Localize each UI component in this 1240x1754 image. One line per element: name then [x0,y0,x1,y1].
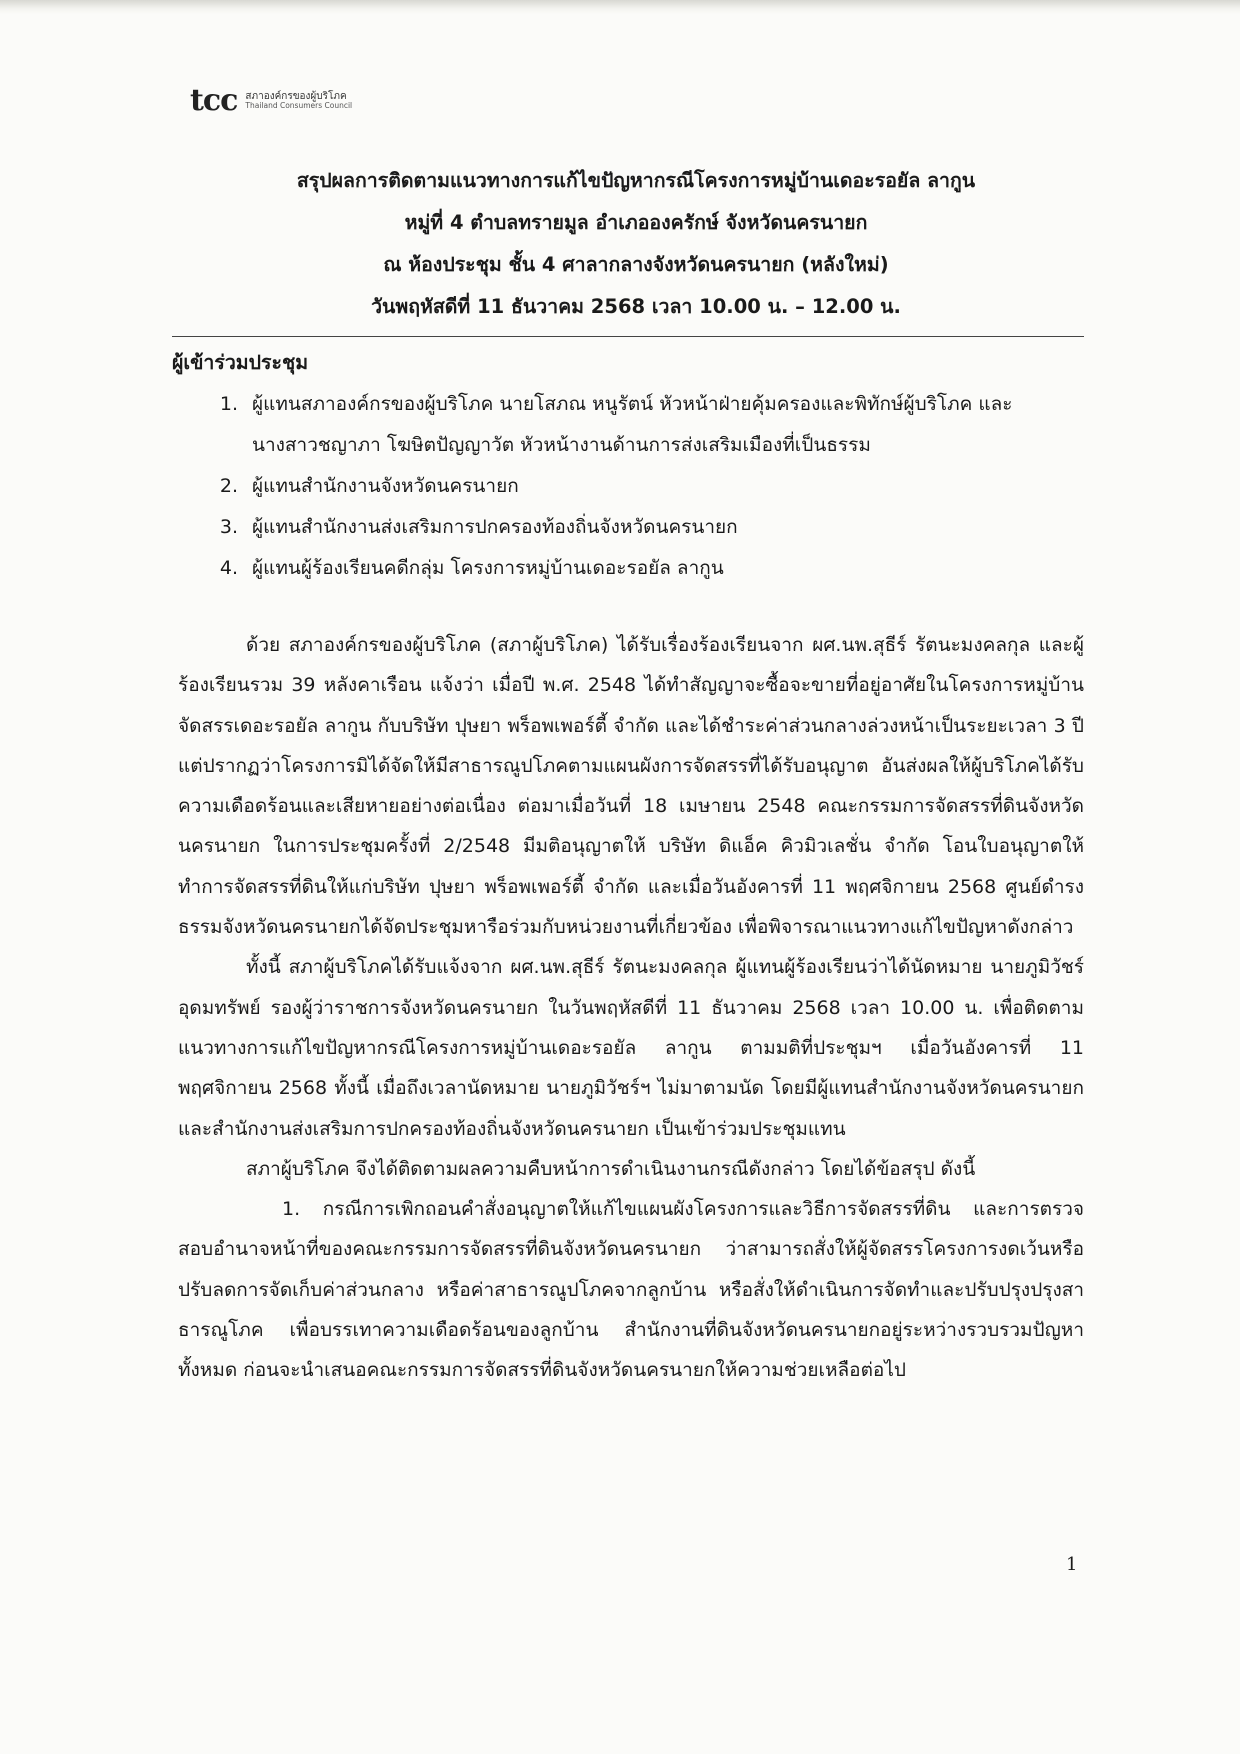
attendee-item [172,507,1084,548]
attendee-number: 3. [219,516,238,538]
logo-mark: tcc [190,83,238,118]
header-divider [172,336,1084,337]
attendee-number: 4. [219,557,238,579]
header-venue: ณ ห้องประชุม ชั้น 4 ศาลากลางจังหวัดนครนายก (หลังใหม่) [383,253,889,276]
attendee-text [252,384,1084,466]
attendees-list [172,384,1084,589]
attendee-number: 1. [219,393,238,415]
attendee-text-line1: ผู้แทนสภาองค์กรของผู้บริโภค นายโสภณ หนูรัตน์ หัวหน้าฝ่ายคุ้มครองและพิทักษ์ผู้บริโภค และ [252,393,1013,415]
attendee-number: 2. [219,475,238,497]
paragraph-summary-intro: สภาผู้บริโภค จึงได้ติดตามผลความคืบหน้าการดำเนินงานกรณีดังกล่าว โดยได้ข้อสรุป ดังนี้ [246,1157,976,1180]
header-title: สรุปผลการติดตามแนวทางการแก้ไขปัญหากรณีโครงการหมู่บ้านเดอะรอยัล ลากูน [296,169,976,192]
body-text [178,625,1084,1391]
attendees-title: ผู้เข้าร่วมประชุม [172,351,309,374]
header-location: หมู่ที่ 4 ตำบลทรายมูล อำเภอองครักษ์ จังหวัดนครนายก [404,211,868,234]
logo-name-th: สภาองค์กรของผู้บริโภค [245,90,347,102]
page-number: 1 [1066,1554,1078,1575]
paragraph-followup: ทั้งนี้ สภาผู้บริโภคได้รับแจ้งจาก ผศ.นพ.สุธีร์ รัตนะมงคลกุล ผู้แทนผู้ร้องเรียนว่าได้นัดหมาย นายภูมิวัชร์ อุดมทรัพย์ รองผู้ว่าราชการจังหวัดนครนายก ในวันพฤหัสดีที่ 11 ธันวาคม 2568 เวลา 10.00 น. เพื่อติดตามแนวทางการแก้ไขปัญหากรณีโครงการหมู่บ้านเดอะรอยัล ลากูน ตามมติที่ประชุมฯ เมื่อวันอังคารที่ 11 พฤศจิกายน 2568 ทั้งนี้ เมื่อถึงเวลานัดหมาย นายภูมิวัชร์ฯ ไม่มาตามนัด โดยมีผู้แทนสำนักงานจังหวัดนครนายก และสำนักงานส่งเสริมการปกครองท้องถิ่นจังหวัดนครนายก เป็นเข้าร่วมประชุมแทน [178,956,1084,1140]
attendee-text: ผู้แทนผู้ร้องเรียนคดีกลุ่ม โครงการหมู่บ้านเดอะรอยัล ลากูน [252,557,724,579]
attendee-text: ผู้แทนสำนักงานส่งเสริมการปกครองท้องถิ่นจังหวัดนครนายก [252,516,738,538]
paragraph-conclusion-1: 1. กรณีการเพิกถอนคำสั่งอนุญาตให้แก้ไขแผนผังโครงการและวิธีการจัดสรรที่ดิน และการตรวจสอบอำนาจหน้าที่ของคณะกรรมการจัดสรรที่ดินจังหวัดนครนายก ว่าสามารถสั่งให้ผู้จัดสรรโครงการงดเว้นหรือปรับลดการจัดเก็บค่าส่วนกลาง หรือค่าสาธารณูปโภคจากลูกบ้าน หรือสั่งให้ดำเนินการจัดทำและปรับปรุงปรุงสาธารณูโภค เพื่อบรรเทาความเดือดร้อนของลูกบ้าน สำนักงานที่ดินจังหวัดนครนายกอยู่ระหว่างรวบรวมปัญหาทั้งหมด ก่อนจะนำเสนอคณะกรรมการจัดสรรที่ดินจังหวัดนครนายกให้ความช่วยเหลือต่อไป [178,1198,1084,1382]
attendee-item [172,548,1084,589]
attendee-text-line2: นางสาวชญาภา โฆษิตปัญญาวัต หัวหน้างานด้านการส่งเสริมเมืองที่เป็นธรรม [252,434,871,456]
paragraph-background: ด้วย สภาองค์กรของผู้บริโภค (สภาผู้บริโภค) ได้รับเรื่องร้องเรียนจาก ผศ.นพ.สุธีร์ รัตนะมงคลกุล และผู้ร้องเรียนรวม 39 หลังคาเรือน แจ้งว่า เมื่อปี พ.ศ. 2548 ได้ทำสัญญาจะซื้อจะขายที่อยู่อาศัยในโครงการหมู่บ้านจัดสรรเดอะรอยัล ลากูน กับบริษัท ปุษยา พร็อพเพอร์ตี้ จำกัด และได้ชำระค่าส่วนกลางล่วงหน้าเป็นระยะเวลา 3 ปี แต่ปรากฏว่าโครงการมิได้จัดให้มีสาธารณูปโภคตามแผนผังการจัดสรรที่ได้รับอนุญาต อันส่งผลให้ผู้บริโภคได้รับความเดือดร้อนและเสียหายอย่างต่อเนื่อง ต่อมาเมื่อวันที่ 18 เมษายน 2548 คณะกรรมการจัดสรรที่ดินจังหวัดนครนายก ในการประชุมครั้งที่ 2/2548 มีมติอนุญาตให้ บริษัท ดิแอ็ค คิวมิวเลชั่น จำกัด โอนใบอนุญาตให้ทำการจัดสรรที่ดินให้แก่บริษัท ปุษยา พร็อพเพอร์ตี้ จำกัด และเมื่อวันอังคารที่ 11 พฤศจิกายน 2568 ศูนย์ดำรงธรรมจังหวัดนครนายกได้จัดประชุมหารือร่วมกับหน่วยงานที่เกี่ยวข้อง เพื่อพิจารณาแนวทางแก้ไขปัญหาดังกล่าว [178,634,1084,939]
scan-edge [0,0,1240,14]
attendee-item [172,384,1084,466]
attendee-item [172,466,1084,507]
logo-text [245,92,352,110]
tcc-logo [190,83,353,118]
attendee-text: ผู้แทนสำนักงานจังหวัดนครนายก [252,475,519,497]
header-datetime: วันพฤหัสดีที่ 11 ธันวาคม 2568 เวลา 10.00 น. – 12.00 น. [371,295,901,318]
logo-name-en: Thailand Consumers Council [245,101,353,111]
document-header [200,160,1072,328]
